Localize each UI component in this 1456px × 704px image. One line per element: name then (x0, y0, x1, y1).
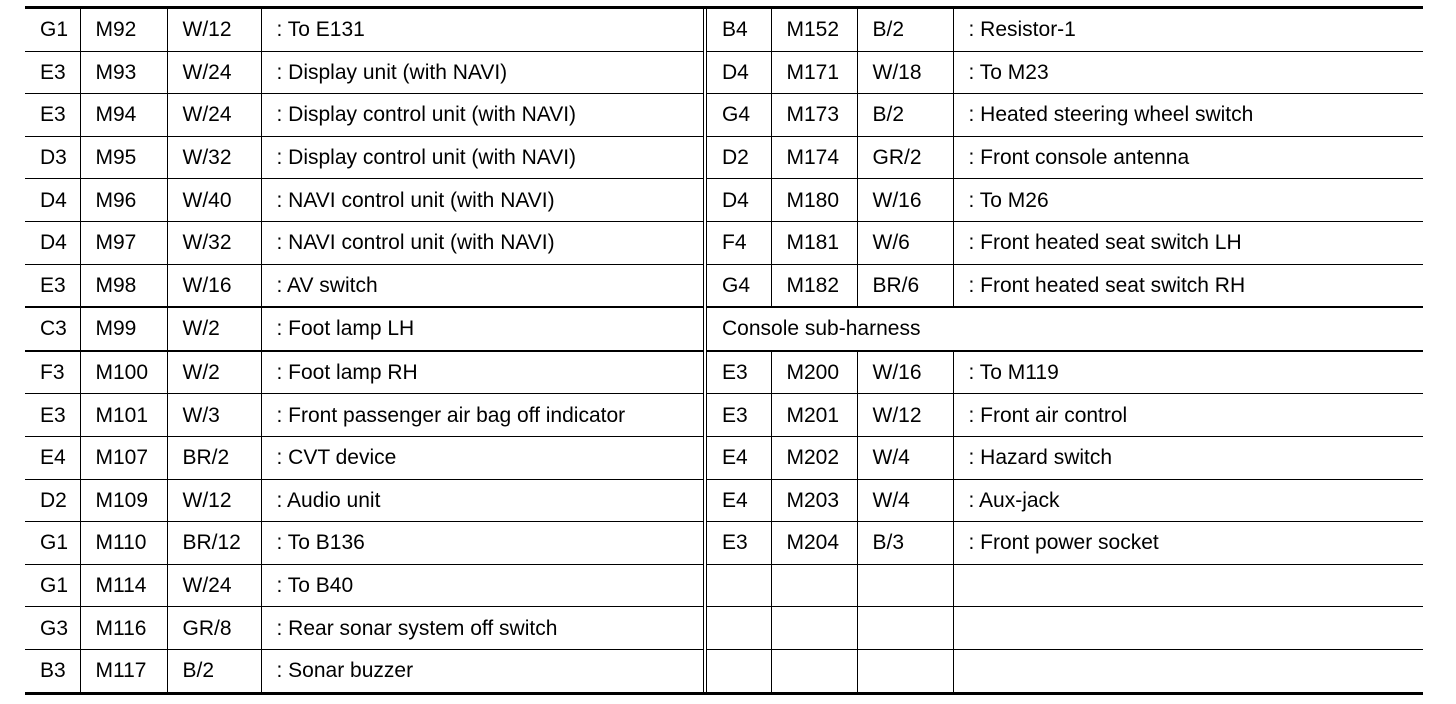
table-row (25, 522, 1423, 565)
left-pins-cell: W/16 (167, 264, 261, 307)
connector-rows (25, 9, 1423, 692)
left-pins-cell: W/32 (167, 221, 261, 264)
right-description-cell: : To M119 (953, 351, 1423, 394)
right-area-cell: E3 (705, 394, 771, 437)
left-connector-cell: M99 (80, 307, 167, 351)
left-connector-cell: M100 (80, 351, 167, 394)
right-area-cell (705, 564, 771, 607)
right-area-cell: G4 (705, 94, 771, 137)
right-pins-cell (857, 564, 953, 607)
left-area-cell: B3 (40, 659, 66, 683)
right-description-cell: : Hazard switch (953, 436, 1423, 479)
right-connector-cell (771, 649, 857, 691)
right-area-cell: F4 (705, 221, 771, 264)
right-area-cell: E3 (705, 351, 771, 394)
right-connector-cell: M171 (771, 51, 857, 94)
right-area-cell (705, 649, 771, 691)
right-area-cell: D4 (705, 179, 771, 222)
right-area-cell: D4 (705, 51, 771, 94)
table-row (25, 564, 1423, 607)
right-pins-cell: W/4 (857, 436, 953, 479)
right-connector-cell (771, 607, 857, 650)
right-area-cell: G4 (705, 264, 771, 307)
left-pins-cell: B/2 (167, 649, 261, 691)
left-area-cell: G1 (25, 522, 80, 565)
left-pins-cell: BR/2 (167, 436, 261, 479)
left-description-cell: : NAVI control unit (with NAVI) (261, 179, 705, 222)
left-area-cell: D2 (25, 479, 80, 522)
right-pins-cell: W/6 (857, 221, 953, 264)
right-description-cell: : To M23 (953, 51, 1423, 94)
left-pins-cell: W/2 (167, 351, 261, 394)
table-row (25, 351, 1423, 394)
left-description-cell: : To E131 (261, 9, 705, 51)
left-description-cell: : Display control unit (with NAVI) (261, 94, 705, 137)
left-description-cell: : Foot lamp RH (261, 351, 705, 394)
right-pins-cell: B/2 (857, 94, 953, 137)
left-area-cell: E3 (25, 51, 80, 94)
right-description-cell (953, 564, 1423, 607)
right-pins-cell: GR/2 (857, 136, 953, 179)
right-area-cell: E3 (705, 522, 771, 565)
left-description-cell: : To B40 (261, 564, 705, 607)
right-connector-cell: M173 (771, 94, 857, 137)
left-area-cell: E3 (25, 94, 80, 137)
table-row (25, 221, 1423, 264)
right-area-cell (705, 607, 771, 650)
left-description-cell: : Sonar buzzer (261, 649, 705, 691)
left-description-cell: : Front passenger air bag off indicator (261, 394, 705, 437)
left-connector-cell: M94 (80, 94, 167, 137)
right-connector-cell: M203 (771, 479, 857, 522)
right-connector-cell: M181 (771, 221, 857, 264)
left-description-cell: : Rear sonar system off switch (261, 607, 705, 650)
left-pins-cell: W/32 (167, 136, 261, 179)
right-description-cell: : Aux-jack (953, 479, 1423, 522)
left-description-cell: : Display unit (with NAVI) (261, 51, 705, 94)
left-connector-cell: M92 (80, 9, 167, 51)
left-pins-cell: GR/8 (167, 607, 261, 650)
right-connector-cell: M204 (771, 522, 857, 565)
left-connector-cell: M114 (80, 564, 167, 607)
right-description-cell: : Front heated seat switch RH (953, 264, 1423, 307)
left-area-cell: G1 (25, 9, 80, 51)
left-area-cell: D4 (25, 179, 80, 222)
right-pins-cell (857, 649, 953, 691)
left-connector-cell: M97 (80, 221, 167, 264)
right-description-cell (953, 607, 1423, 650)
left-area-cell: C3 (25, 307, 80, 351)
left-pins-cell: W/24 (167, 564, 261, 607)
left-connector-cell: M95 (80, 136, 167, 179)
right-description-cell: : Front console antenna (953, 136, 1423, 179)
left-pins-cell: W/24 (167, 94, 261, 137)
right-connector-cell: M180 (771, 179, 857, 222)
right-description-cell: : To M26 (953, 179, 1423, 222)
table-row (25, 51, 1423, 94)
right-pins-cell: BR/6 (857, 264, 953, 307)
left-area-cell: G3 (25, 607, 80, 650)
right-connector-cell: M201 (771, 394, 857, 437)
left-description-cell: : Audio unit (261, 479, 705, 522)
left-area-cell: F3 (25, 351, 80, 394)
left-connector-cell: M98 (80, 264, 167, 307)
right-pins-cell: W/16 (857, 351, 953, 394)
connector-table (25, 9, 1423, 692)
right-description-cell: : Heated steering wheel switch (953, 94, 1423, 137)
right-area-cell: E4 (705, 436, 771, 479)
right-connector-cell: M200 (771, 351, 857, 394)
right-pins-cell: W/12 (857, 394, 953, 437)
left-pins-cell: W/24 (167, 51, 261, 94)
left-connector-cell: M110 (80, 522, 167, 565)
right-pins-cell (857, 607, 953, 650)
right-description-cell: : Front heated seat switch LH (953, 221, 1423, 264)
right-description-cell: : Front power socket (953, 522, 1423, 565)
right-description-cell (953, 649, 1423, 691)
right-pins-cell: B/2 (857, 9, 953, 51)
right-pins-cell: W/4 (857, 479, 953, 522)
connector-list-sheet (25, 6, 1423, 695)
left-description-cell: : Foot lamp LH (261, 307, 705, 351)
left-description-cell: : NAVI control unit (with NAVI) (261, 221, 705, 264)
section-heading: Console sub-harness (705, 307, 1423, 351)
table-row (25, 394, 1423, 437)
left-description-cell: : AV switch (261, 264, 705, 307)
table-row (25, 136, 1423, 179)
right-pins-cell: W/16 (857, 179, 953, 222)
left-pins-cell: W/12 (167, 479, 261, 522)
right-connector-cell: M202 (771, 436, 857, 479)
left-pins-cell: W/40 (167, 179, 261, 222)
right-connector-cell: M174 (771, 136, 857, 179)
left-connector-cell: M116 (80, 607, 167, 650)
left-description-cell: : To B136 (261, 522, 705, 565)
left-connector-cell: M93 (80, 51, 167, 94)
left-description-cell: : CVT device (261, 436, 705, 479)
table-row (25, 649, 1423, 691)
table-row (25, 607, 1423, 650)
right-connector-cell: M182 (771, 264, 857, 307)
left-area-cell: E4 (25, 436, 80, 479)
right-area-cell: E4 (705, 479, 771, 522)
table-row (25, 9, 1423, 51)
right-description-cell: : Front air control (953, 394, 1423, 437)
left-area-cell: E3 (25, 264, 80, 307)
left-connector-cell: M101 (80, 394, 167, 437)
left-connector-cell: M117 (80, 649, 167, 691)
table-row (25, 264, 1423, 307)
left-pins-cell: W/12 (167, 9, 261, 51)
left-area-cell: D4 (25, 221, 80, 264)
left-pins-cell: W/2 (167, 307, 261, 351)
left-connector-cell: M96 (80, 179, 167, 222)
table-row (25, 94, 1423, 137)
right-area-cell: D2 (705, 136, 771, 179)
table-row (25, 436, 1423, 479)
right-area-cell: B4 (705, 9, 771, 51)
right-connector-cell: M152 (771, 9, 857, 51)
left-pins-cell: BR/12 (167, 522, 261, 565)
left-pins-cell: W/3 (167, 394, 261, 437)
table-row (25, 307, 1423, 351)
right-description-cell: : Resistor-1 (953, 9, 1423, 51)
table-row (25, 179, 1423, 222)
right-pins-cell: W/18 (857, 51, 953, 94)
left-connector-cell: M107 (80, 436, 167, 479)
left-description-cell: : Display control unit (with NAVI) (261, 136, 705, 179)
right-connector-cell (771, 564, 857, 607)
left-area-cell: D3 (25, 136, 80, 179)
table-row (25, 479, 1423, 522)
left-area-cell: G1 (25, 564, 80, 607)
left-area-cell: E3 (25, 394, 80, 437)
right-pins-cell: B/3 (857, 522, 953, 565)
left-connector-cell: M109 (80, 479, 167, 522)
